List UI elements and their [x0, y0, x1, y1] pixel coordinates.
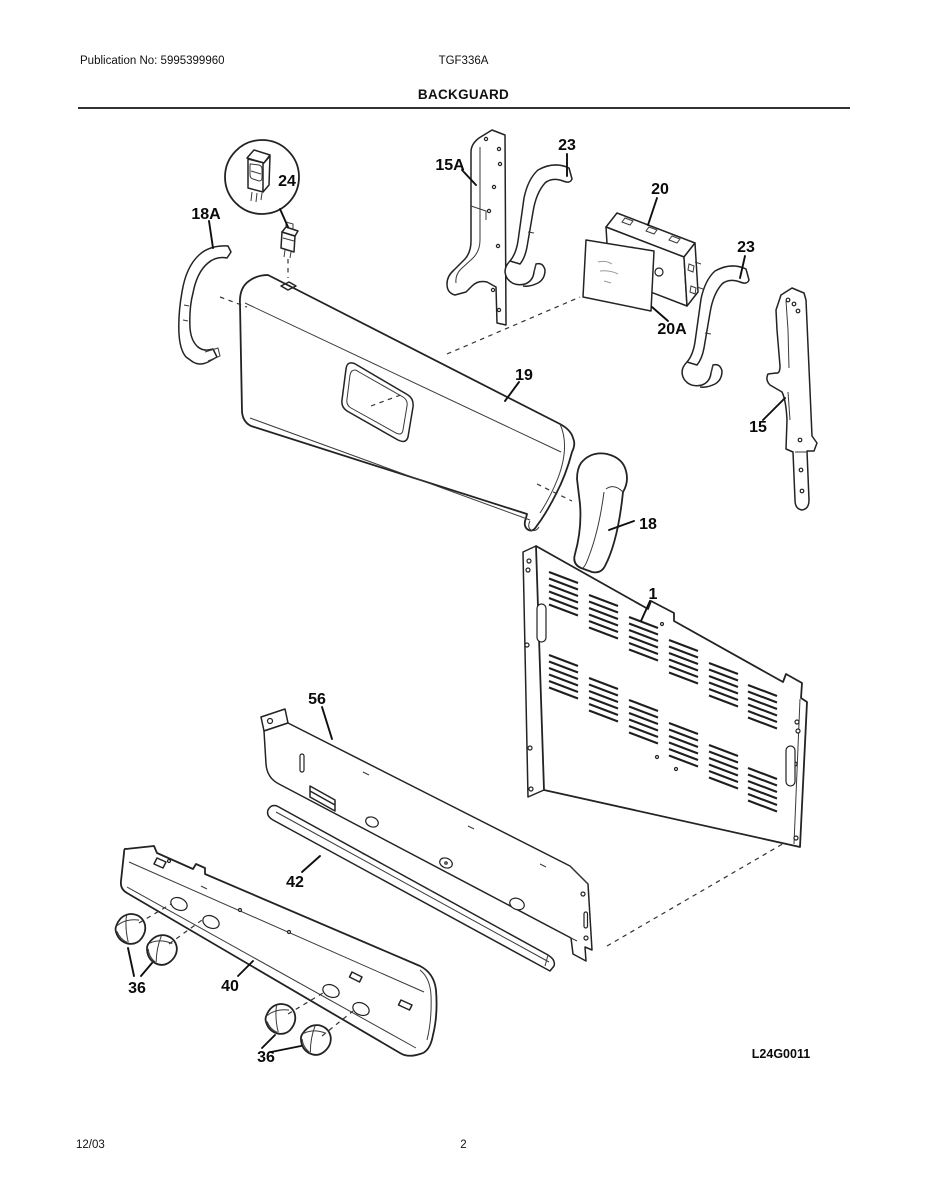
part-36-knobs-upper	[114, 913, 179, 967]
label-20: 20	[651, 181, 669, 198]
label-36-upper: 36	[128, 980, 146, 997]
section-title: BACKGUARD	[417, 87, 510, 102]
part-20a-overlay	[583, 240, 654, 311]
label-24: 24	[278, 173, 296, 190]
footer-page-number: 2	[460, 1139, 467, 1151]
label-18: 18	[639, 516, 657, 533]
label-42: 42	[286, 874, 304, 891]
footer-date: 12/03	[76, 1139, 105, 1151]
label-15: 15	[749, 419, 767, 436]
label-1: 1	[648, 586, 658, 603]
label-23-left: 23	[558, 137, 576, 154]
part-1-vented-rear-panel	[523, 546, 807, 847]
part-23-bracket-left	[505, 165, 572, 286]
part-18a-end-cap	[179, 246, 231, 364]
part-24-switch	[281, 222, 298, 258]
label-19: 19	[515, 367, 533, 384]
label-18a: 18A	[191, 206, 221, 223]
label-56: 56	[308, 691, 326, 708]
model-number: TGF336A	[438, 55, 489, 67]
part-18-end-cap	[574, 453, 627, 572]
label-15a: 15A	[435, 157, 465, 174]
publication-number: Publication No: 5995399960	[80, 55, 225, 67]
label-23-right: 23	[737, 239, 755, 256]
part-15-side-bracket	[767, 288, 817, 510]
drawing-code: L24G0011	[751, 1047, 811, 1061]
label-36-lower: 36	[257, 1049, 275, 1066]
label-40: 40	[221, 978, 239, 995]
label-20a: 20A	[657, 321, 687, 338]
part-19-backguard-panel	[240, 275, 574, 531]
